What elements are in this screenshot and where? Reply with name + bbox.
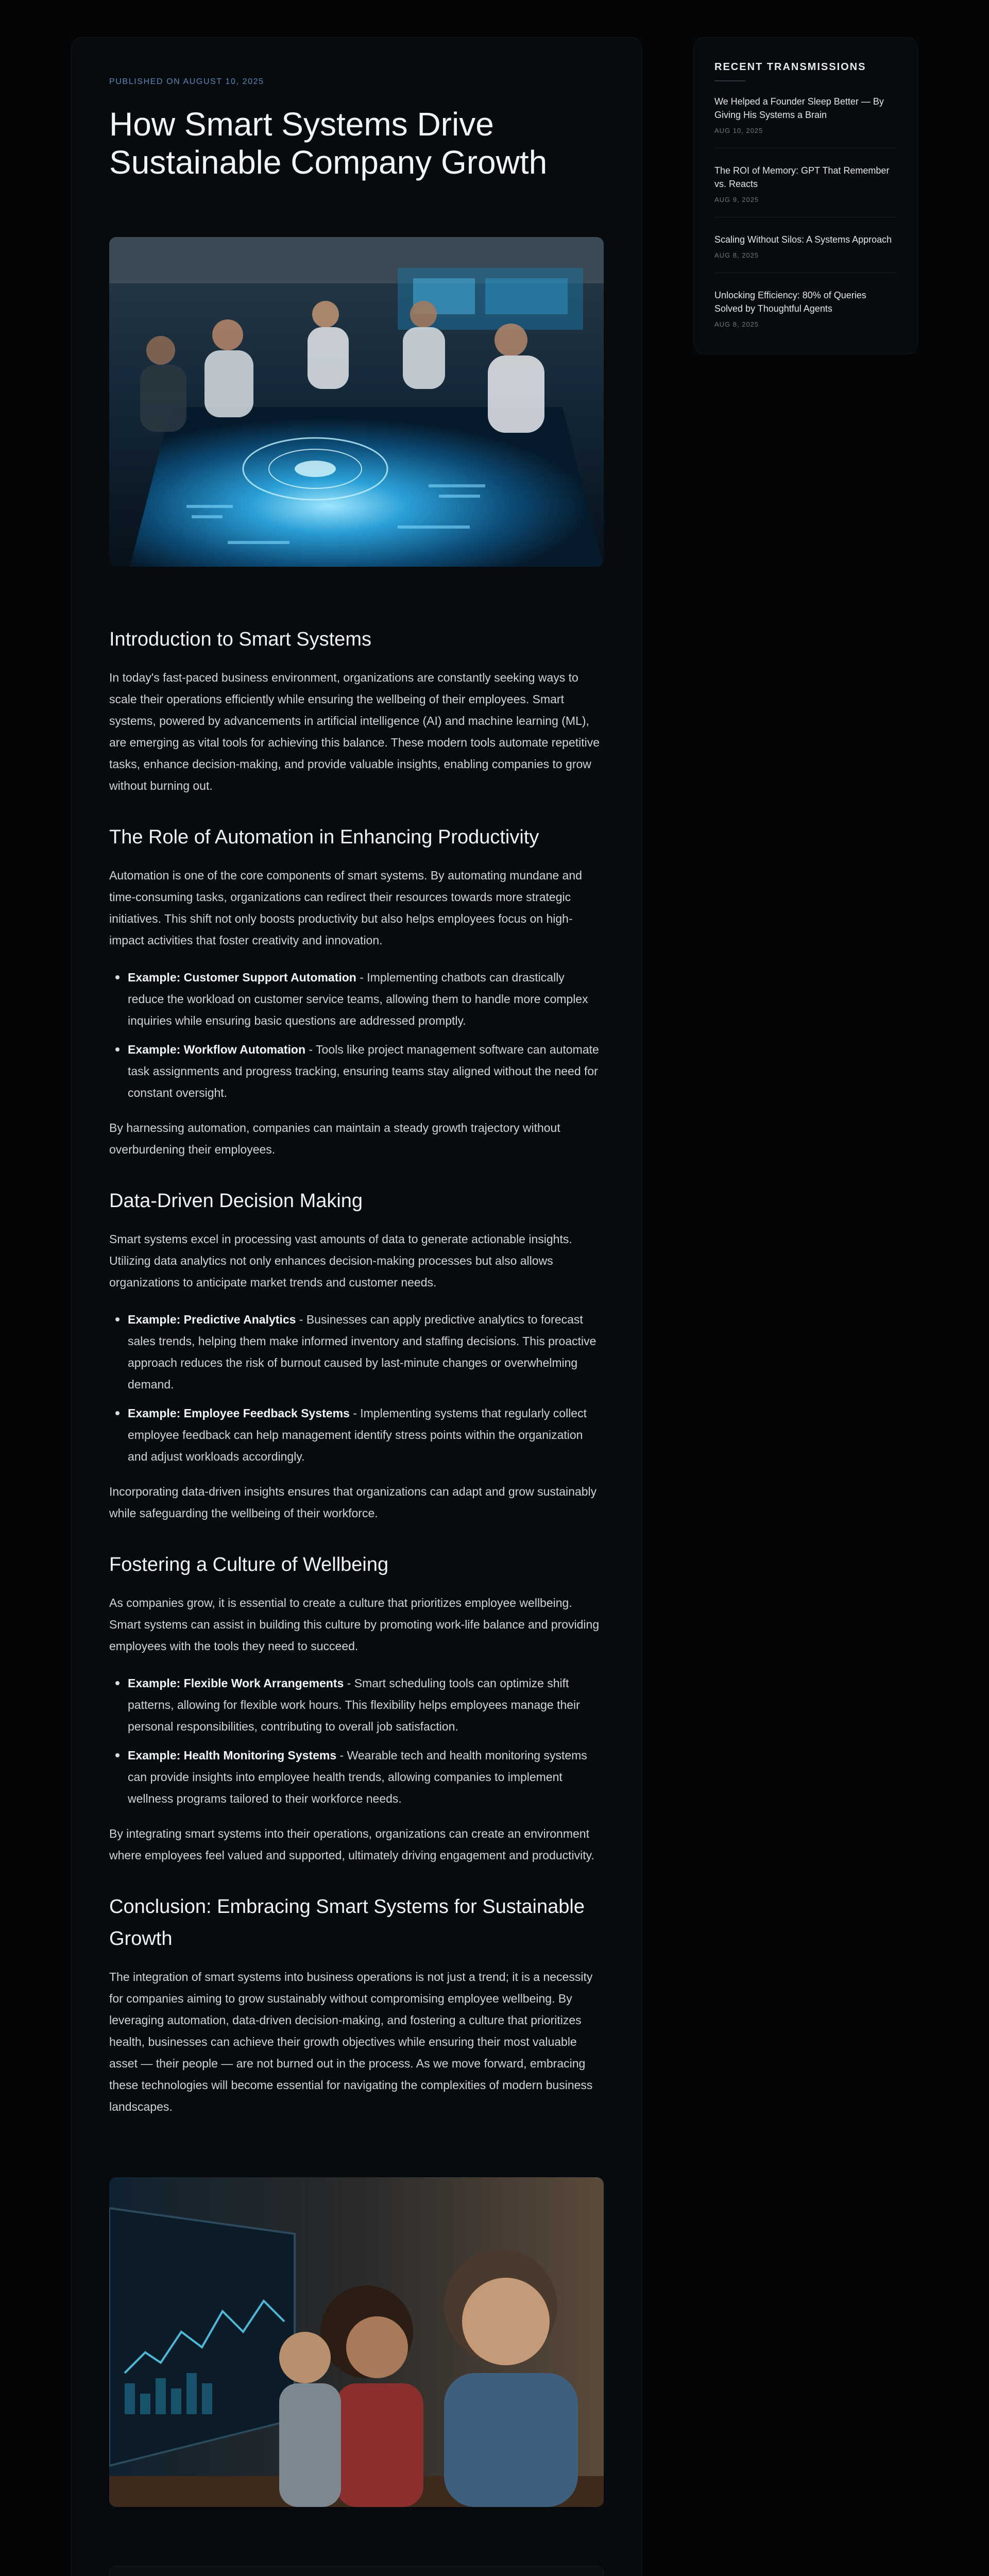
example-text: - Tools like project management software can automate task assignments and progress tracking, ensuring teams stay aligned without the need for constant oversight. [128, 1043, 599, 1099]
sidebar-post-link[interactable] [714, 289, 897, 342]
list-item [109, 1039, 604, 1104]
section-introduction [109, 623, 604, 796]
section-data-driven [109, 1185, 604, 1524]
list-item [109, 1402, 604, 1467]
hero-illustration [109, 237, 604, 567]
example-text: - Implementing chatbots can drastically reduce the workload on customer service teams, allowing them to handle more complex inquiries while ensuring basic questions are addressed promptly. [128, 971, 588, 1027]
sidebar-post-link[interactable] [714, 233, 897, 273]
team-monitors-illustration [109, 2177, 604, 2507]
section-heading: The Role of Automation in Enhancing Productivity [109, 826, 539, 848]
paragraph: Automation is one of the core components of smart systems. By automating mundane and time-consuming tasks, organizations can redirect their resources towards more strategic initiatives. This shift not only boosts productivity but also helps employees focus on high-impact activities that foster creativity and innovation. [109, 869, 582, 947]
example-list [109, 1309, 604, 1467]
example-label: Example: Employee Feedback Systems [128, 1406, 350, 1420]
sidebar-post-link[interactable] [714, 95, 897, 148]
recent-transmissions-sidebar [693, 37, 918, 354]
sidebar-post-date: AUG 8, 2025 [714, 320, 759, 328]
paragraph: The integration of smart systems into business operations is not just a trend; it is a necessity for companies aiming to grow sustainably without compromising employee wellbeing. By leveraging automation, data-driven decision-making, and fostering a culture that prioritizes health, businesses can achieve their growth objectives while ensuring their most valuable asset — their people — are not burned out in the process. As we move forward, embracing these technologies will become essential for navigating the complexities of modern business landscapes. [109, 1970, 593, 2113]
section-heading: Data-Driven Decision Making [109, 1190, 363, 1212]
example-label: Example: Workflow Automation [128, 1043, 306, 1056]
example-list [109, 967, 604, 1104]
sidebar-post-link[interactable] [714, 164, 897, 217]
paragraph: By integrating smart systems into their operations, organizations can create an environment where employees feel valued and supported, ultimately driving engagement and productivity. [109, 1827, 594, 1862]
list-item [109, 1744, 604, 1809]
paragraph: As companies grow, it is essential to create a culture that prioritizes employee wellbeing. Smart systems can assist in building this culture by promoting work-life balance and providing employees with the tools they need to succeed. [109, 1596, 600, 1653]
sidebar-post-date: AUG 9, 2025 [714, 196, 759, 204]
list-item [109, 1309, 604, 1395]
example-label: Example: Customer Support Automation [128, 971, 356, 984]
example-text: - Wearable tech and health monitoring systems can provide insights into employee health trends, allowing companies to implement wellness programs tailored to their workforce needs. [128, 1749, 587, 1805]
example-text: - Smart scheduling tools can optimize shift patterns, allowing for flexible work hours. This flexibility helps employees manage their personal responsibilities, contributing to overall job satisfaction. [128, 1676, 580, 1733]
post-header [109, 77, 604, 181]
example-text: - Businesses can apply predictive analytics to forecast sales trends, helping them make informed inventory and staffing decisions. This proactive approach reduces the risk of burnout caused by last-minute changes or overwhelming demand. [128, 1313, 596, 1391]
section-conclusion [109, 1891, 604, 2117]
sidebar-title-rule [714, 80, 745, 81]
section-automation [109, 821, 604, 1160]
example-label: Example: Predictive Analytics [128, 1313, 296, 1326]
example-label: Example: Health Monitoring Systems [128, 1749, 337, 1762]
list-item [109, 967, 604, 1031]
page-title: How Smart Systems Drive Sustainable Company Growth [109, 106, 548, 181]
paragraph: In today's fast-paced business environment, organizations are constantly seeking ways to scale their operations efficiently while ensuring the wellbeing of their employees. Smart systems, powered by advancements in artificial intelligence (AI) and machine learning (ML), are emerging as vital tools for achieving this balance. These modern tools automate repetitive tasks, enhance decision-making, and provide valuable insights, enabling companies to grow without burning out. [109, 671, 600, 792]
section-heading: Introduction to Smart Systems [109, 629, 371, 650]
paragraph: Incorporating data-driven insights ensures that organizations can adapt and grow sustainably while safeguarding the wellbeing of their workforce. [109, 1485, 597, 1520]
sidebar-post-date: AUG 8, 2025 [714, 251, 759, 259]
section-heading: Fostering a Culture of Wellbeing [109, 1554, 389, 1575]
list-item [109, 1672, 604, 1737]
example-label: Example: Flexible Work Arrangements [128, 1676, 344, 1690]
published-date: PUBLISHED ON AUGUST 10, 2025 [109, 77, 264, 86]
sidebar-post-date: AUG 10, 2025 [714, 127, 763, 134]
section-wellbeing [109, 1549, 604, 1866]
article-image [109, 2177, 604, 2507]
sidebar-post-title[interactable]: We Helped a Founder Sleep Better — By Giving His Systems a Brain [714, 96, 884, 120]
about-box [109, 2566, 604, 2576]
paragraph: By harnessing automation, companies can maintain a steady growth trajectory without overburdening their employees. [109, 1121, 560, 1156]
hero-image [109, 237, 604, 567]
section-heading: Conclusion: Embracing Smart Systems for Sustainable Growth [109, 1896, 585, 1950]
example-list [109, 1672, 604, 1809]
sidebar-post-title[interactable]: Scaling Without Silos: A Systems Approach [714, 234, 892, 245]
sidebar-post-title[interactable]: Unlocking Efficiency: 80% of Queries Solved by Thoughtful Agents [714, 290, 866, 314]
sidebar-title: RECENT TRANSMISSIONS [714, 61, 866, 73]
sidebar-post-title[interactable]: The ROI of Memory: GPT That Remember vs. Reacts [714, 165, 890, 189]
article-body [109, 623, 604, 2142]
example-text: - Implementing systems that regularly collect employee feedback can help management identify stress points within the organization and adjust workloads accordingly. [128, 1406, 587, 1463]
paragraph: Smart systems excel in processing vast amounts of data to generate actionable insights. Utilizing data analytics not only enhances decision-making processes but also allows organizations to anticipate market trends and customer needs. [109, 1232, 572, 1289]
